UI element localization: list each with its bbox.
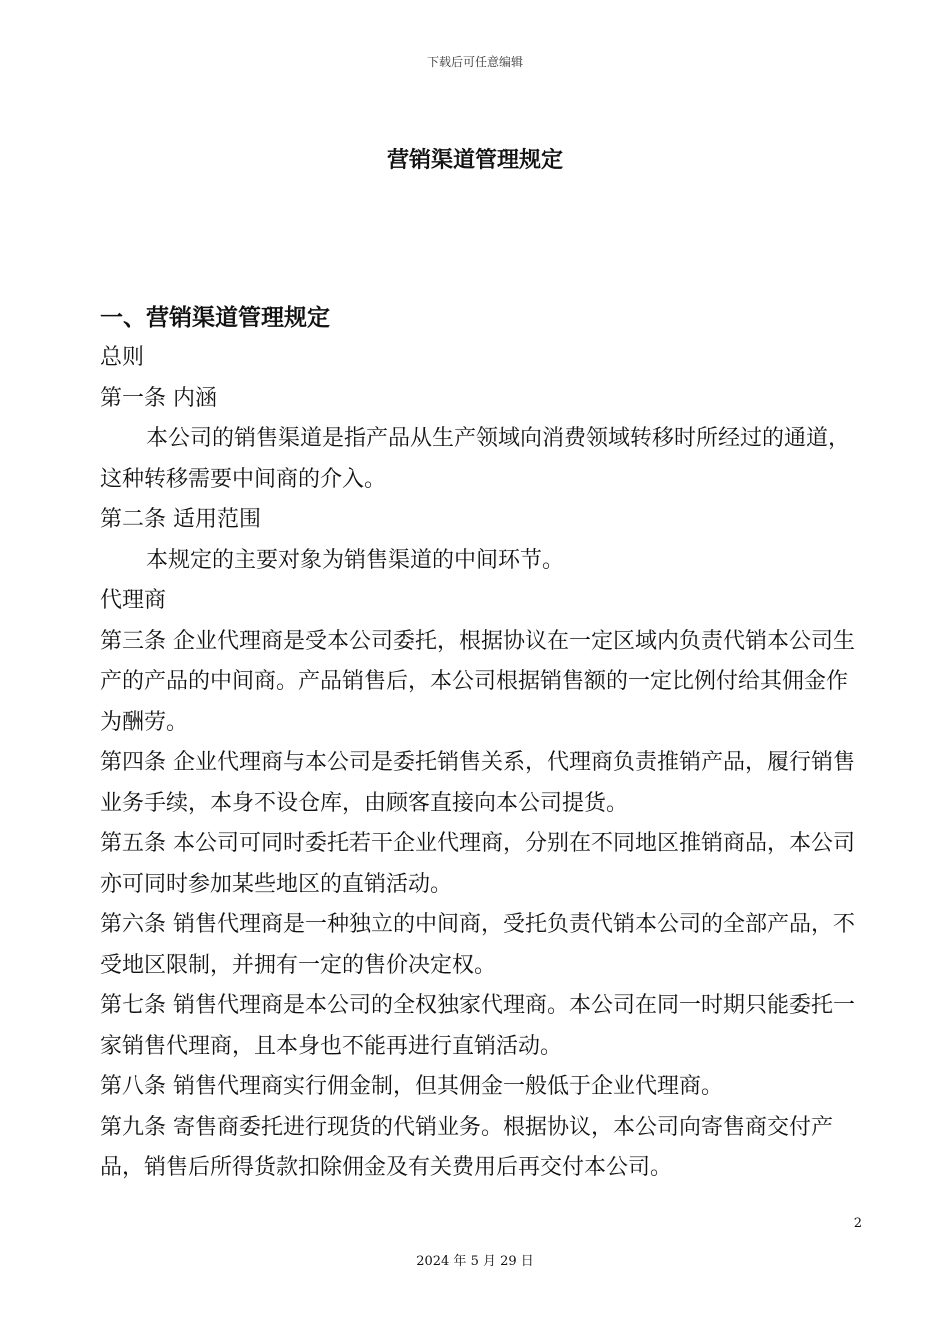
footer-date: 2024 年 5 月 29 日 (416, 1254, 534, 1269)
page-header-note: 下载后可任意编辑 (426, 55, 523, 69)
paragraph: 第六条 销售代理商是一种独立的中间商，受托负责代销本公司的全部产品，不受地区限制，并拥有一定的售价决定权。 (100, 912, 855, 978)
paragraph: 第九条 寄售商委托进行现货的代销业务。根据协议，本公司向寄售商交付产品，销售后所得货款扣除佣金及有关费用后再交付本公司。 (100, 1114, 833, 1180)
section-heading: 一、营销渠道管理规定 (100, 305, 330, 331)
document-title: 营销渠道管理规定 (386, 148, 563, 173)
document-body (100, 298, 860, 1189)
paragraph-list (100, 338, 860, 1189)
paragraph: 总则 (100, 345, 145, 370)
paragraph: 第五条 本公司可同时委托若干企业代理商，分别在不同地区推销商品，本公司亦可同时参加某些地区的直销活动。 (100, 831, 855, 897)
paragraph: 第七条 销售代理商是本公司的全权独家代理商。本公司在同一时期只能委托一家销售代理商，且本身也不能再进行直销活动。 (100, 993, 855, 1059)
paragraph: 第八条 销售代理商实行佣金制，但其佣金一般低于企业代理商。 (100, 1074, 723, 1099)
paragraph: 第二条 适用范围 (100, 507, 261, 532)
paragraph: 本规定的主要对象为销售渠道的中间环节。 (146, 547, 565, 573)
page-number: 2 (853, 1216, 862, 1231)
paragraph: 第三条 企业代理商是受本公司委托，根据协议在一定区域内负责代销本公司生产的产品的中间商。产品销售后，本公司根据销售额的一定比例付给其佣金作为酬劳。 (100, 628, 855, 735)
paragraph: 第四条 企业代理商与本公司是委托销售关系，代理商负责推销产品，履行销售业务手续，本身不设仓库，由顾客直接向本公司提货。 (100, 750, 855, 816)
paragraph: 第一条 内涵 (100, 385, 217, 411)
paragraph: 本公司的销售渠道是指产品从生产领域向消费领域转移时所经过的通道，这种转移需要中间商的介入。 (100, 426, 851, 492)
paragraph: 代理商 (100, 588, 167, 613)
